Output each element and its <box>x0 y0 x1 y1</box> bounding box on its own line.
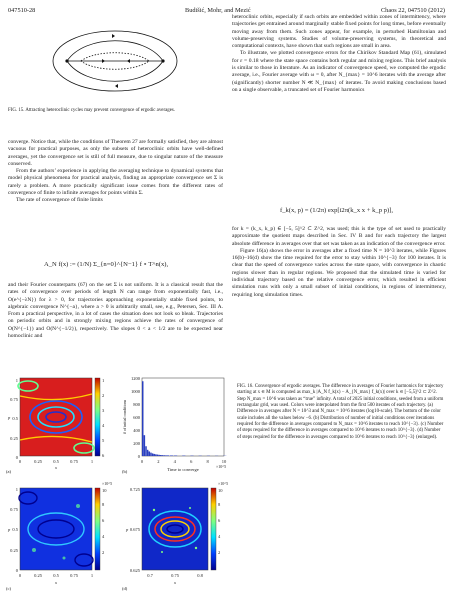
xtick-b: 6 <box>190 459 193 464</box>
xscale-b: ×10^5 <box>216 464 227 469</box>
ytick-a: 0.5 <box>12 416 18 421</box>
histogram-bar <box>149 451 150 456</box>
fig16-panel-c <box>4 480 116 592</box>
fig16-panel-b-histogram <box>120 374 230 474</box>
cbar-a-tick: 6 <box>102 453 105 458</box>
fig16-panel-d <box>120 480 232 592</box>
ytick-c: 1 <box>15 487 18 492</box>
xtick-a: 0.75 <box>70 459 78 464</box>
ytick-a: 0.25 <box>10 436 18 441</box>
cbar-c-tick: 6 <box>102 518 105 523</box>
fig16-caption-label: FIG. 16. <box>237 384 254 389</box>
left-column-text <box>8 139 223 205</box>
right-para-1: heteroclinic orbits, especially if such orbits are embedded within zones of intermittency, where trajectories get entrained around marginally stable fixed points for long times, before eventually moving away from them. Such zones appear, for example, in perturbed Hamiltonian and volume-preserving systems. Studies of volume-preserving systems, in theoretical and computational contexts, have shown that such regions are small in area. <box>232 14 446 50</box>
left-equation: A_N f(x) := (1/N) Σ_{n=0}^{N−1} f ∘ T^n(x), <box>44 261 169 268</box>
xlabel-b: Time to converge <box>167 467 199 472</box>
cbar-scale-c: ×10^5 <box>102 481 113 486</box>
fig15-caption <box>8 108 223 114</box>
cbar-c-tick: 4 <box>102 534 105 539</box>
histogram-bar <box>170 455 173 456</box>
ylabel-d: p <box>126 527 129 532</box>
plot-frame-b <box>142 378 224 456</box>
cbar-c-tick: 8 <box>102 502 105 507</box>
histogram-bar <box>160 455 161 456</box>
xtick-a: 0.25 <box>34 459 42 464</box>
xtick-a: 0.5 <box>53 459 59 464</box>
cbar-a-tick: 1 <box>102 378 105 383</box>
ytick-b: 800 <box>133 402 140 407</box>
ytick-b: 200 <box>133 441 140 446</box>
ytick-a: 1 <box>15 378 18 383</box>
cbar-a-tick: 2 <box>102 393 105 398</box>
xtick-c: 0.5 <box>53 573 59 578</box>
ytick-c: 0.5 <box>12 527 18 532</box>
running-authors: Budišić, Mohr, and Mezić <box>185 7 251 14</box>
panel-label-b: (b) <box>122 469 128 474</box>
xtick-a: 0 <box>18 459 22 464</box>
panel-label-a: (a) <box>6 469 11 474</box>
xlabel-c: x <box>55 580 57 585</box>
colorbar-a <box>95 378 100 456</box>
xtick-c: 0 <box>18 573 22 578</box>
cbar-scale-d: ×10^5 <box>218 481 229 486</box>
right-para-3: for k = (k_x, k_p) ∈ [−5, 5]^2 ⊂ Z^2, was used; this is the type of set used to practically approximate the quotient maps described in Sec. IV B and for each trajectory the largest absolute difference in averages over that set was taken as an indication of the convergence error. <box>232 226 446 247</box>
ytick-d: 0.725 <box>129 487 140 492</box>
ylabel-c: p <box>8 527 11 532</box>
ytick-a: 0.75 <box>10 397 18 402</box>
fig16-panel-a <box>4 374 116 474</box>
ylabel-b: # of initial conditions <box>122 399 127 435</box>
cbar-c-tick: 2 <box>102 550 105 555</box>
ytick-d: 0.625 <box>129 568 140 573</box>
xtick-b: 0 <box>140 459 144 464</box>
histogram-bar <box>142 381 143 456</box>
fig15-heteroclinic-diagram <box>45 22 185 100</box>
ytick-b: 400 <box>133 428 140 433</box>
left-column-text-2 <box>8 282 223 340</box>
left-para-1: converge. Notice that, while the conditions of Theorem 27 are formally satisfied, they are almost vacuous for practical purposes, as only the subsets of heteroclinic orbits have well-defined averages, yet the convergence set is still of full measure, due to singular nature of the measure conserved. <box>8 139 223 167</box>
fig16-caption <box>237 384 445 441</box>
xtick-b: 2 <box>157 459 160 464</box>
ytick-b: 1200 <box>131 376 140 381</box>
colorbar-d <box>211 488 216 570</box>
page-id: 047510-28 <box>8 7 36 14</box>
xtick-d: 0.7 <box>147 573 153 578</box>
cbar-a-tick: 4 <box>102 423 105 428</box>
cbar-d-tick: 6 <box>218 518 221 523</box>
cbar-d-tick: 4 <box>218 534 221 539</box>
histogram-bar <box>152 453 153 456</box>
right-column-text <box>232 14 446 94</box>
histogram-bar <box>162 455 163 456</box>
histogram-bar <box>147 450 148 456</box>
ytick-b: 600 <box>133 415 140 420</box>
left-para-2: From the authors’ experience in applying the averaging technique to dynamical systems that model physical phenomena for practical analysis, finding an appropriate convergence set Σ is rarely a problem. A more practically significant issue comes from the different rates of convergence of finite to infinite averages for points within Σ. <box>8 168 223 196</box>
journal-citation: Chaos 22, 047510 (2012) <box>380 7 445 14</box>
xtick-c: 0.25 <box>34 573 42 578</box>
xtick-d: 0.8 <box>197 573 203 578</box>
left-para-3: The rate of convergence of finite limits <box>16 197 103 204</box>
histogram-bar <box>150 453 151 456</box>
histogram-bar <box>158 455 159 456</box>
right-equation: f_k(x, p) = (1/2π) exp[i2π(k_x x + k_p p)], <box>280 207 393 214</box>
ytick-b: 0 <box>137 454 140 459</box>
ytick-c: 0.25 <box>10 548 18 553</box>
histogram-bar <box>153 454 154 456</box>
xtick-c: 1 <box>90 573 94 578</box>
xlabel-d: x <box>174 580 176 585</box>
histogram-bar <box>145 446 146 456</box>
histogram-bar <box>157 455 158 456</box>
fig15-caption-label: FIG. 15. <box>8 108 25 113</box>
right-para-2: To illustrate, we plotted convergence errors for the Chirikov Standard Map (61), simulated for ε = 0.18 where the state space contains both regular and mixing regions. This brief analysis is similar to those in literature. As an indicator of convergence speed, we computed the ergodic average, i.e., Fourier average with ω = 0, after N_{max} = 10^6 iterates with the average after (significantly) shorter number N ≪ N_{max} of iterates. To avoid making conclusions based on a single observable, a truncated set of Fourier harmonics <box>232 50 446 93</box>
ylabel-a: p <box>8 415 11 420</box>
ytick-d: 0.675 <box>129 527 140 532</box>
ytick-c: 0.75 <box>10 507 18 512</box>
right-column-text-2 <box>232 226 446 299</box>
xtick-d: 0.75 <box>171 573 179 578</box>
panel-label-d: (d) <box>122 586 128 591</box>
xtick-b: 10 <box>221 459 227 464</box>
xtick-b: 4 <box>173 459 176 464</box>
cbar-c-tick: 10 <box>102 488 107 493</box>
histogram-bar <box>166 455 169 456</box>
cbar-a-tick: 5 <box>102 438 105 443</box>
ytick-a: 0 <box>15 455 18 460</box>
cbar-d-tick: 2 <box>218 550 221 555</box>
cbar-d-tick: 10 <box>218 488 223 493</box>
ytick-b: 1000 <box>131 389 140 394</box>
histogram-bar <box>144 435 145 456</box>
fig15-caption-text: Attracting heteroclinic cycles may prevent convergence of ergodic averages. <box>25 108 176 113</box>
ytick-c: 0 <box>15 568 18 573</box>
colorbar-c <box>95 488 100 570</box>
xtick-c: 0.75 <box>70 573 78 578</box>
xtick-a: 1 <box>90 459 94 464</box>
histogram-bar <box>163 455 165 456</box>
xlabel-a: x <box>55 465 57 470</box>
left-para-4: and their Fourier counterparts (67) on the set Σ is not uniform. It is a classical result that the rates of convergence over periods of length N can range from exponentially fast, i.e., O(e^{−λN}) for λ > 0, for trajectories approaching exponentially stable fixed points, to algebraic convergence N^{−a}, where a > 0 is arbitrarily small, see, e.g., Petersen, Sec. III A. From a practical perspective, in a lot of cases the situation does not look so bleak. Trajectories on periodic orbits and in strongly mixing regions achieve the rates of convergence of O(N^{−1}) and O(N^{−1/2}), respectively. The slopes 0 < a < 1/2 are to be expected near homoclinic and <box>8 282 223 339</box>
cbar-a-tick: 3 <box>102 408 105 413</box>
panel-label-c: (c) <box>6 586 11 591</box>
histogram-bar <box>155 454 156 456</box>
right-para-4: Figure 16(a) shows the error in averages after a fixed time N = 10^3 iterates, while Figures 16(b)–16(d) show the time required for the error to stay within 10^{−3} for 100 iterates. It is clear that the speed of convergence varies across the state space, with convergence in chaotic regions slower than in regular regions. We proposed that the simulated time is varied for individual trajectory based on the relative convergence error, which resulted in efficient simulation runs with only a small subset of initial conditions, in regions of intermittency, requiring long simulation times. <box>232 247 446 298</box>
xtick-b: 8 <box>206 459 209 464</box>
fig16-caption-text: Convergence of ergodic averages. The difference in averages of Fourier harmonics for trajectory starting at x ∈ M is computed as max_k |A_N f_k(x) − A_{N_max} f_k(x)| over k ∈ [−5,5]^2 ⊂ Z^2. Step N_max = 10^6 was taken as “true” infinity. A total of 2025 initial conditions, seeded from a uniform rectangular grid, was used. Colors were interpolated from the first 500 iterates of each trajectory. (a) Difference in averages after N = 10^3 and N_max = 10^6 iterates (log10-scale). The bottom of the color scale includes all the values below −6. (b) Distribution of number of initial conditions over iterations required for the difference in averages compared to N_max = 10^6 iterates to reach 10^{−3}. (c) Number of steps required for the difference in averages compared to 10^6 iterates to reach 10^{−3}. (d) Number of steps required for the difference in averages compared to 10^6 iterates to reach 10^{−3} (enlarged). <box>237 384 444 440</box>
cbar-d-tick: 8 <box>218 502 221 507</box>
